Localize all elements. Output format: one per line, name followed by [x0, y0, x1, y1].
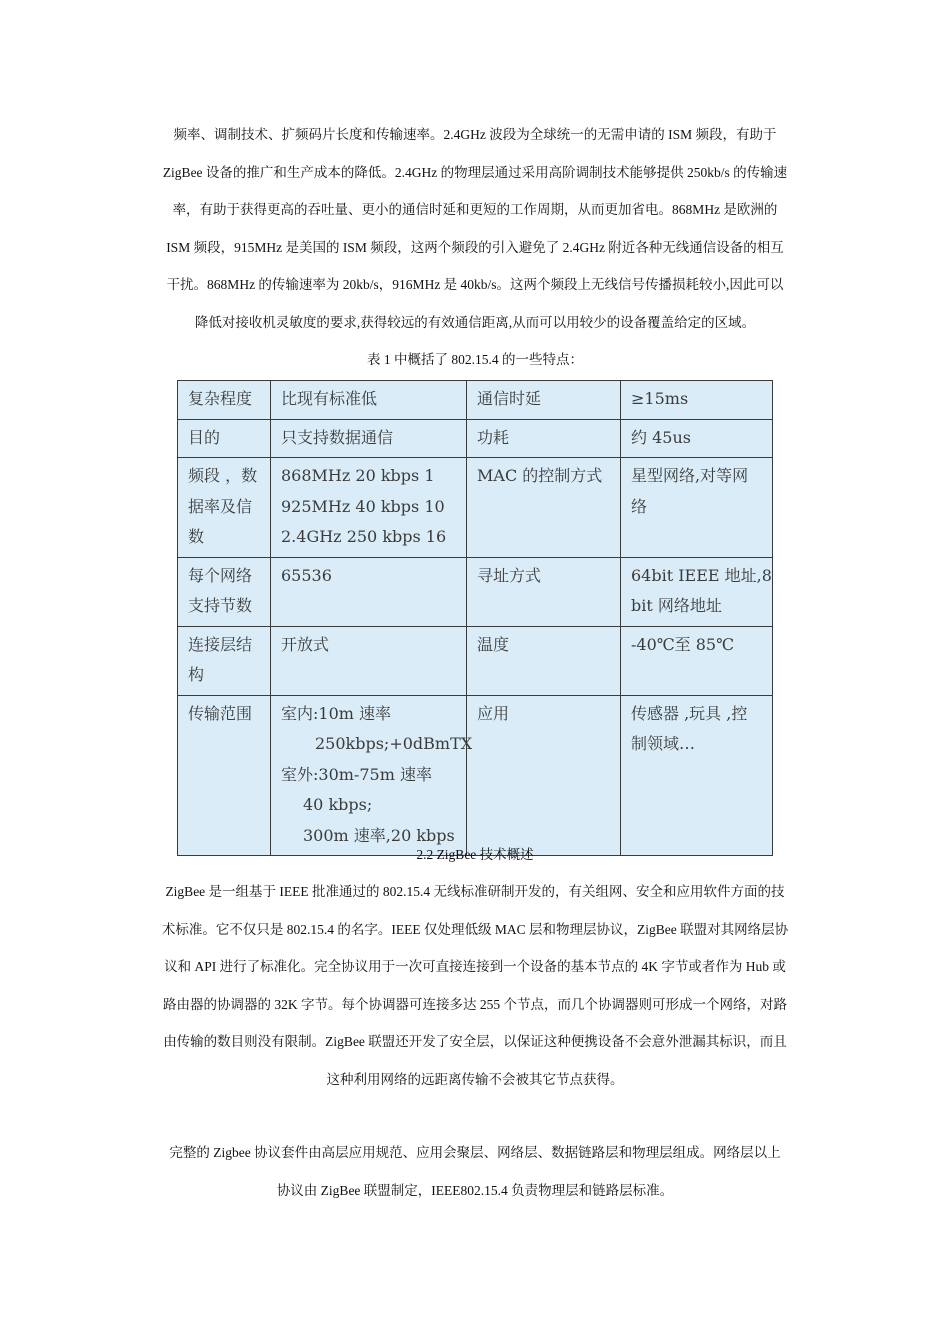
cell-text: 250kbps;+0dBmTX: [315, 734, 473, 753]
table-caption: 表 1 中概括了 802.15.4 的一些特点：: [367, 352, 583, 367]
cell-text: bit 网络地址: [631, 596, 722, 615]
text-line: 术标准。它不仅只是 802.15.4 的名字。IEEE 仅处理低级 MAC 层和物理层协议，ZigBee 联盟对其网络层协: [161, 921, 789, 937]
cell-text: 连接层结: [188, 634, 253, 654]
text-line: 议和 API 进行了标准化。完全协议用于一次可直接连接到一个设备的基本节点的 4K 字节或者作为 Hub 或: [164, 959, 786, 974]
cell-text: 每个网络: [188, 565, 253, 585]
cell-text: 约 45us: [631, 427, 691, 447]
text-line: 这种利用网络的远距离传输不会被其它节点获得。: [326, 1071, 624, 1087]
table-cell: [178, 557, 271, 626]
cell-text: 925MHz 40 kbps 10: [281, 496, 445, 516]
cell-text: 室外:30m-75m 速率: [281, 764, 432, 784]
cell-text: 65536: [281, 565, 332, 585]
table-cell: [178, 419, 271, 458]
table-cell: [621, 626, 773, 695]
cell-text: 868MHz 20 kbps 1: [281, 466, 435, 485]
text-line: 频率、调制技术、扩频码片长度和传输速率。2.4GHz 波段为全球统一的无需申请的 ISM 频段，有助于: [173, 127, 777, 142]
cell-text: -40℃至 85℃: [631, 634, 735, 654]
cell-text: 传感器 ,玩具 ,控: [631, 703, 748, 723]
cell-text: 支持节数: [188, 596, 253, 615]
cell-text: 频段 ，数: [188, 466, 258, 485]
table-cell: [271, 695, 473, 856]
cell-text: 数: [188, 527, 205, 546]
table-cell: [467, 557, 621, 626]
cell-text: 复杂程度: [188, 389, 253, 408]
cell-text: 温度: [477, 634, 510, 654]
intro-paragraph: [143, 116, 807, 341]
table-cell: [621, 557, 773, 626]
table-cell: [621, 419, 773, 458]
cell-text: 300m 速率,20 kbps: [303, 825, 455, 845]
cell-text: 只支持数据通信: [281, 427, 394, 447]
table-cell: [271, 419, 467, 458]
feature-table: [177, 380, 773, 856]
cell-text: 2.4GHz 250 kbps 16: [281, 527, 447, 546]
table-cell: [178, 695, 271, 856]
text-line: 由传输的数目则没有限制。ZigBee 联盟还开发了安全层，以保证这种便携设备不会意外泄漏其标识，而且: [163, 1034, 787, 1049]
cell-text: 室内:10m 速率: [281, 703, 392, 723]
table-cell: [467, 381, 621, 420]
table-cell: [271, 557, 467, 626]
cell-text: 64bit IEEE 地址,8: [631, 565, 772, 585]
table-cell: [178, 458, 271, 558]
cell-text: 40 kbps;: [303, 795, 373, 814]
table-cell: [621, 695, 773, 856]
cell-text: 开放式: [281, 634, 330, 654]
cell-text: 传输范围: [188, 703, 253, 723]
section-heading: 2.2 ZigBee 技术概述: [416, 847, 534, 862]
table-row: [178, 381, 773, 420]
table-cell: [467, 419, 621, 458]
table-cell: [178, 381, 271, 420]
table-cell: [467, 695, 621, 856]
cell-text: ≥15ms: [631, 389, 689, 408]
cell-text: MAC 的控制方式: [477, 466, 603, 485]
text-line: 率，有助于获得更高的吞吐量、更小的通信时延和更短的工作周期，从而更加省电。868MHz 是欧洲的: [172, 202, 778, 217]
cell-text: 络: [631, 496, 648, 516]
text-line: ZigBee 是一组基于 IEEE 批准通过的 802.15.4 无线标准研制开发的，有关组网、安全和应用软件方面的技: [165, 884, 785, 899]
table-row: [178, 419, 773, 458]
table-row: [178, 626, 773, 695]
table-cell: [467, 626, 621, 695]
text-line: ISM 频段，915MHz 是美国的 ISM 频段，这两个频段的引入避免了 2.4GHz 附近各种无线通信设备的相互: [166, 239, 784, 255]
table-row: [178, 458, 773, 558]
cell-text: 通信时延: [477, 389, 542, 408]
cell-text: 据率及信: [188, 496, 253, 516]
table-cell: [621, 458, 773, 558]
table-row: [178, 557, 773, 626]
text-line: 降低对接收机灵敏度的要求,获得较远的有效通信距离,从而可以用较少的设备覆盖给定的区域。: [194, 314, 756, 330]
table-cell: [271, 626, 467, 695]
text-line: ZigBee 设备的推广和生产成本的降低。2.4GHz 的物理层通过采用高阶调制技术能够提供 250kb/s 的传输速: [162, 164, 788, 180]
cell-text: 功耗: [477, 427, 510, 447]
cell-text: 寻址方式: [477, 565, 542, 585]
text-line: 完整的 Zigbee 协议套件由高层应用规范、应用会聚层、网络层、数据链路层和物理层组成。网络层以上: [169, 1145, 781, 1160]
cell-text: 制领域…: [631, 734, 696, 753]
text-line: 协议由 ZigBee 联盟制定，IEEE802.15.4 负责物理层和链路层标准。: [276, 1182, 674, 1198]
table-cell: [178, 626, 271, 695]
cell-text: 星型网络,对等网: [631, 466, 749, 485]
text-line: 干扰。868MHz 的传输速率为 20kb/s，916MHz 是 40kb/s。这两个频段上无线信号传播损耗较小,因此可以: [166, 277, 784, 292]
cell-text: 目的: [188, 427, 221, 447]
table-cell: [467, 458, 621, 558]
cell-text: 应用: [477, 703, 510, 723]
table-cell: [271, 381, 467, 420]
cell-text: 比现有标准低: [281, 389, 378, 408]
cell-text: 构: [188, 665, 205, 684]
stack-paragraph: [143, 1134, 807, 1209]
table-cell: [271, 458, 467, 558]
text-line: 路由器的协调器的 32K 字节。每个协调器可连接多达 255 个节点，而几个协调器则可形成一个网络，对路: [163, 996, 787, 1012]
table-cell: [621, 381, 773, 420]
zigbee-paragraph: [143, 873, 807, 1098]
table-row: [178, 695, 773, 856]
